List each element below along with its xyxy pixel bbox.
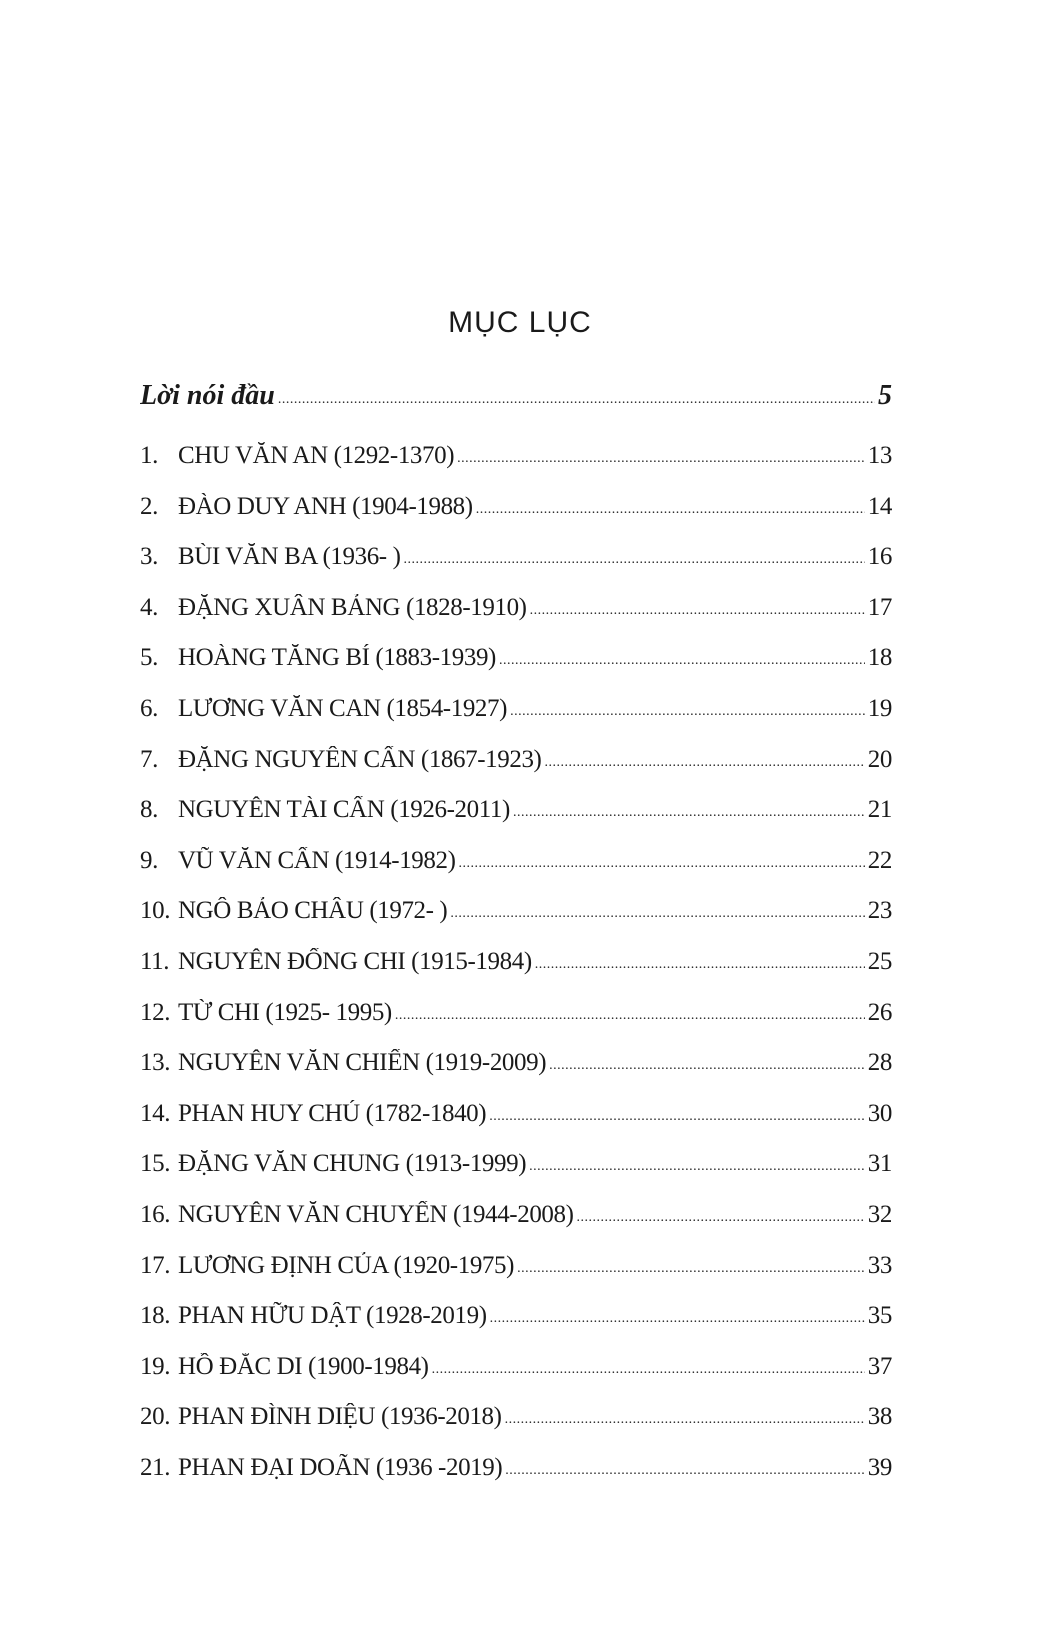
toc-entry-page: 32 — [867, 1200, 892, 1228]
toc-entry-title: PHAN ĐÌNH DIỆU (1936-2018) — [178, 1403, 502, 1431]
toc-entry-title: HOÀNG TĂNG BÍ (1883-1939) — [178, 644, 496, 672]
toc-entry[interactable] — [140, 543, 892, 594]
toc-entry-number: 7. — [140, 745, 158, 773]
dot-leader — [510, 695, 865, 722]
toc-entry-title: NGUYỄN VĂN CHIỂN (1919-2009) — [178, 1049, 547, 1077]
toc-entry-number: 13. — [140, 1049, 171, 1077]
toc-entry-title: BÙI VĂN BA (1936- ) — [178, 543, 401, 571]
toc-entry[interactable] — [140, 644, 892, 695]
toc-entry[interactable] — [140, 1454, 892, 1505]
toc-entry-page: 28 — [867, 1049, 892, 1077]
toc-entry-page: 30 — [867, 1099, 892, 1127]
toc-entry-page: 17 — [867, 593, 892, 621]
toc-entry[interactable] — [140, 1201, 892, 1252]
dot-leader — [517, 1252, 865, 1279]
toc-entry[interactable] — [140, 897, 892, 948]
toc-entry-number: 6. — [140, 694, 158, 722]
toc-entry[interactable] — [140, 999, 892, 1050]
page-title: MỤC LỤC — [448, 306, 592, 339]
dot-leader — [529, 1150, 865, 1177]
dot-leader — [499, 644, 865, 671]
toc-entry-number: 18. — [140, 1302, 171, 1330]
toc-entry-title: ĐẶNG VĂN CHUNG (1913-1999) — [178, 1150, 527, 1178]
toc-entry-page: 20 — [867, 745, 892, 773]
toc-entry-title: ĐẶNG XUÂN BẢNG (1828-1910) — [178, 593, 527, 621]
toc-entry-number: 20. — [140, 1403, 171, 1431]
toc-entry-number: 16. — [140, 1200, 171, 1228]
dot-leader — [549, 1049, 865, 1076]
toc-entry[interactable] — [140, 695, 892, 746]
dot-leader — [489, 1100, 865, 1127]
toc-entry-number: 19. — [140, 1352, 171, 1380]
toc-entry-page: 38 — [867, 1403, 892, 1431]
toc-entry-number: 9. — [140, 846, 158, 874]
toc-entry-number: 1. — [140, 442, 158, 469]
toc-entry[interactable] — [140, 442, 892, 493]
toc-entry-page: 39 — [867, 1453, 892, 1481]
dot-leader — [535, 948, 865, 975]
toc-entry-page: 14 — [867, 492, 892, 520]
toc-entry[interactable] — [140, 594, 892, 645]
toc-entry-page: 21 — [867, 796, 892, 824]
toc-entry-title: NGUYỄN TÀI CẨN (1926-2011) — [178, 796, 510, 824]
dot-leader — [505, 1403, 865, 1430]
toc-entry-title: ĐÀO DUY ANH (1904-1988) — [178, 492, 473, 520]
toc-entry[interactable] — [140, 1302, 892, 1353]
toc-entry-title: VŨ VĂN CẨN (1914-1982) — [178, 846, 456, 874]
toc-entry[interactable] — [140, 948, 892, 999]
toc-entry-number: 4. — [140, 593, 158, 621]
dot-leader — [432, 1353, 865, 1380]
toc-entry[interactable] — [140, 1100, 892, 1151]
toc-entry[interactable] — [140, 1403, 892, 1454]
dot-leader — [476, 493, 865, 520]
toc-entry-page: 16 — [867, 543, 892, 571]
toc-entry-title: TỪ CHI (1925- 1995) — [178, 998, 392, 1026]
toc-entry-page: 25 — [867, 947, 892, 975]
toc-entry[interactable] — [140, 796, 892, 847]
toc-entry-title: HỒ ĐẮC DI (1900-1984) — [178, 1352, 429, 1380]
toc-entry-page: 19 — [867, 694, 892, 722]
dot-leader — [395, 999, 865, 1026]
toc-entry-number: 3. — [140, 543, 158, 571]
toc-entry-title: PHAN HUY CHÚ (1782-1840) — [178, 1099, 487, 1127]
dot-leader — [450, 897, 864, 924]
toc-entry-page: 35 — [867, 1302, 892, 1330]
toc-entry-page: 37 — [867, 1352, 892, 1380]
table-of-contents — [140, 380, 892, 1504]
dot-leader — [544, 746, 864, 773]
toc-entry-title: CHU VĂN AN (1292-1370) — [178, 442, 455, 469]
toc-entry[interactable] — [140, 493, 892, 544]
dot-leader — [457, 442, 865, 469]
toc-entry-number: 12. — [140, 998, 171, 1026]
toc-entry-title: NGÔ BẢO CHÂU (1972- ) — [178, 897, 448, 925]
toc-entry-title: NGUYỄN VĂN CHUYỂN (1944-2008) — [178, 1200, 574, 1228]
toc-entry-title: PHAN ĐẠI DOÃN (1936 -2019) — [178, 1453, 503, 1481]
toc-entry[interactable] — [140, 1353, 892, 1404]
toc-entry-number: 11. — [140, 947, 170, 975]
toc-entry-title: NGUYỄN ĐỔNG CHI (1915-1984) — [178, 947, 532, 975]
toc-entry-page: 18 — [867, 644, 892, 672]
dot-leader — [404, 543, 865, 570]
dot-leader — [577, 1201, 865, 1228]
toc-entry-title: ĐẶNG NGUYÊN CẨN (1867-1923) — [178, 745, 542, 773]
toc-entry-page: 33 — [867, 1251, 892, 1279]
toc-entry-number: 5. — [140, 644, 158, 672]
toc-entry[interactable] — [140, 1049, 892, 1100]
toc-entry[interactable] — [140, 1150, 892, 1201]
toc-entry-page: 13 — [867, 442, 892, 469]
toc-entry-page: 23 — [867, 897, 892, 925]
dot-leader — [513, 796, 865, 823]
toc-entry[interactable] — [140, 746, 892, 797]
toc-entry-title: LƯƠNG VĂN CAN (1854-1927) — [178, 694, 508, 722]
toc-entry-page: 26 — [867, 998, 892, 1026]
toc-entry[interactable] — [140, 1252, 892, 1303]
toc-entry-number: 10. — [140, 897, 171, 925]
toc-entry-number: 21. — [140, 1453, 171, 1481]
toc-entry-number: 17. — [140, 1251, 171, 1279]
toc-preface-row[interactable] — [140, 380, 892, 442]
toc-entry-number: 8. — [140, 796, 158, 824]
toc-entry-page: 31 — [867, 1150, 892, 1178]
toc-entry-page: 22 — [867, 846, 892, 874]
toc-entry-number: 14. — [140, 1099, 171, 1127]
dot-leader — [530, 594, 865, 621]
dot-leader — [459, 847, 865, 874]
dot-leader — [278, 380, 875, 411]
toc-entry[interactable] — [140, 847, 892, 898]
toc-entry-title: LƯƠNG ĐỊNH CỦA (1920-1975) — [178, 1251, 515, 1279]
toc-preface-label: Lời nói đầu — [140, 380, 275, 411]
toc-entry-number: 15. — [140, 1150, 171, 1178]
toc-entry-title: PHAN HỮU DẬT (1928-2019) — [178, 1302, 487, 1330]
toc-entry-number: 2. — [140, 492, 158, 520]
toc-preface-page: 5 — [878, 380, 892, 411]
dot-leader — [490, 1302, 865, 1329]
dot-leader — [505, 1454, 865, 1481]
